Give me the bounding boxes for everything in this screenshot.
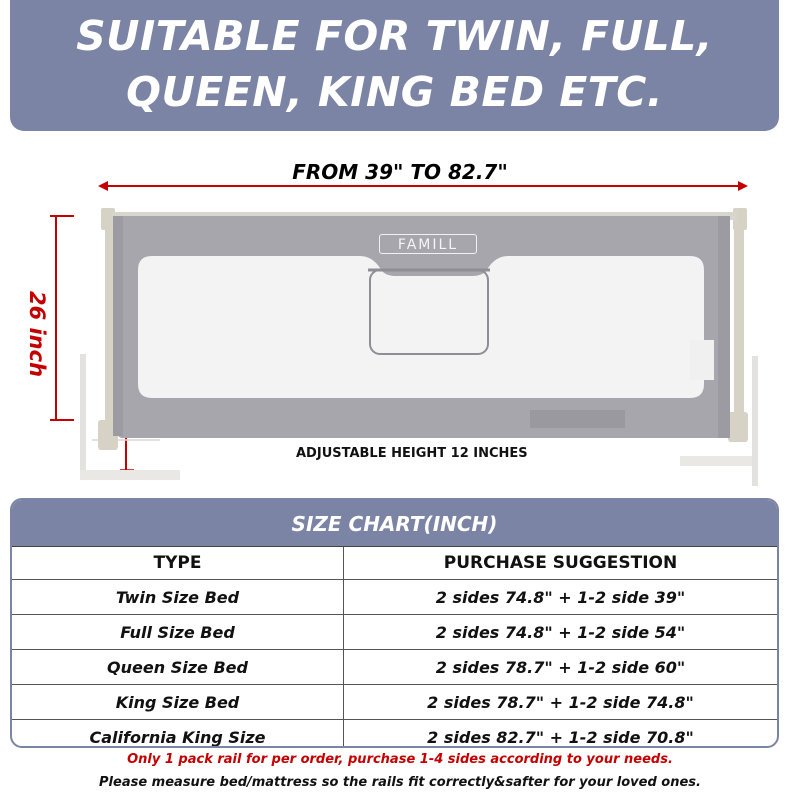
suggestion-cell: 2 sides 78.7" + 1-2 side 74.8" [427,692,694,712]
table-row [12,579,777,614]
column-header-suggestion: PURCHASE SUGGESTION [443,553,678,573]
bed-type-cell: King Size Bed [12,685,344,719]
size-chart-header-row [12,546,777,579]
bed-type-cell: Full Size Bed [12,615,344,649]
column-header-type: TYPE [12,547,344,579]
width-dimension-label: FROM 39" TO 82.7" [292,160,508,184]
bed-type-cell: Twin Size Bed [12,580,344,614]
suggestion-cell: 2 sides 74.8" + 1-2 side 39" [435,587,686,607]
table-row [12,614,777,649]
bed-type-cell: Queen Size Bed [12,650,344,684]
table-row [12,649,777,684]
measure-note: Please measure bed/mattress so the rails fit correctly&safter for your loved ones. [99,775,701,790]
height-dimension-label: 26 inch [25,290,49,378]
suggestion-cell: 2 sides 74.8" + 1-2 side 54" [435,622,686,642]
banner-line-2: QUEEN, KING BED ETC. [126,68,663,116]
table-row [12,719,777,748]
size-chart [10,498,779,748]
suggestion-cell: 2 sides 82.7" + 1-2 side 70.8" [427,727,694,747]
height-arrow [50,216,74,420]
order-note: Only 1 pack rail for per order, purchase 1-4 sides according to your needs. [127,752,673,767]
adjustable-height-label: ADJUSTABLE HEIGHT 12 INCHES [296,446,528,461]
suggestion-cell: 2 sides 78.7" + 1-2 side 60" [435,657,686,677]
bed-type-cell: California King Size [12,720,344,748]
brand-logo: FAMILL [379,234,477,254]
banner-line-1: SUITABLE FOR TWIN, FULL, [76,12,713,60]
size-chart-title: SIZE CHART(INCH) [12,500,777,546]
table-row [12,684,777,719]
